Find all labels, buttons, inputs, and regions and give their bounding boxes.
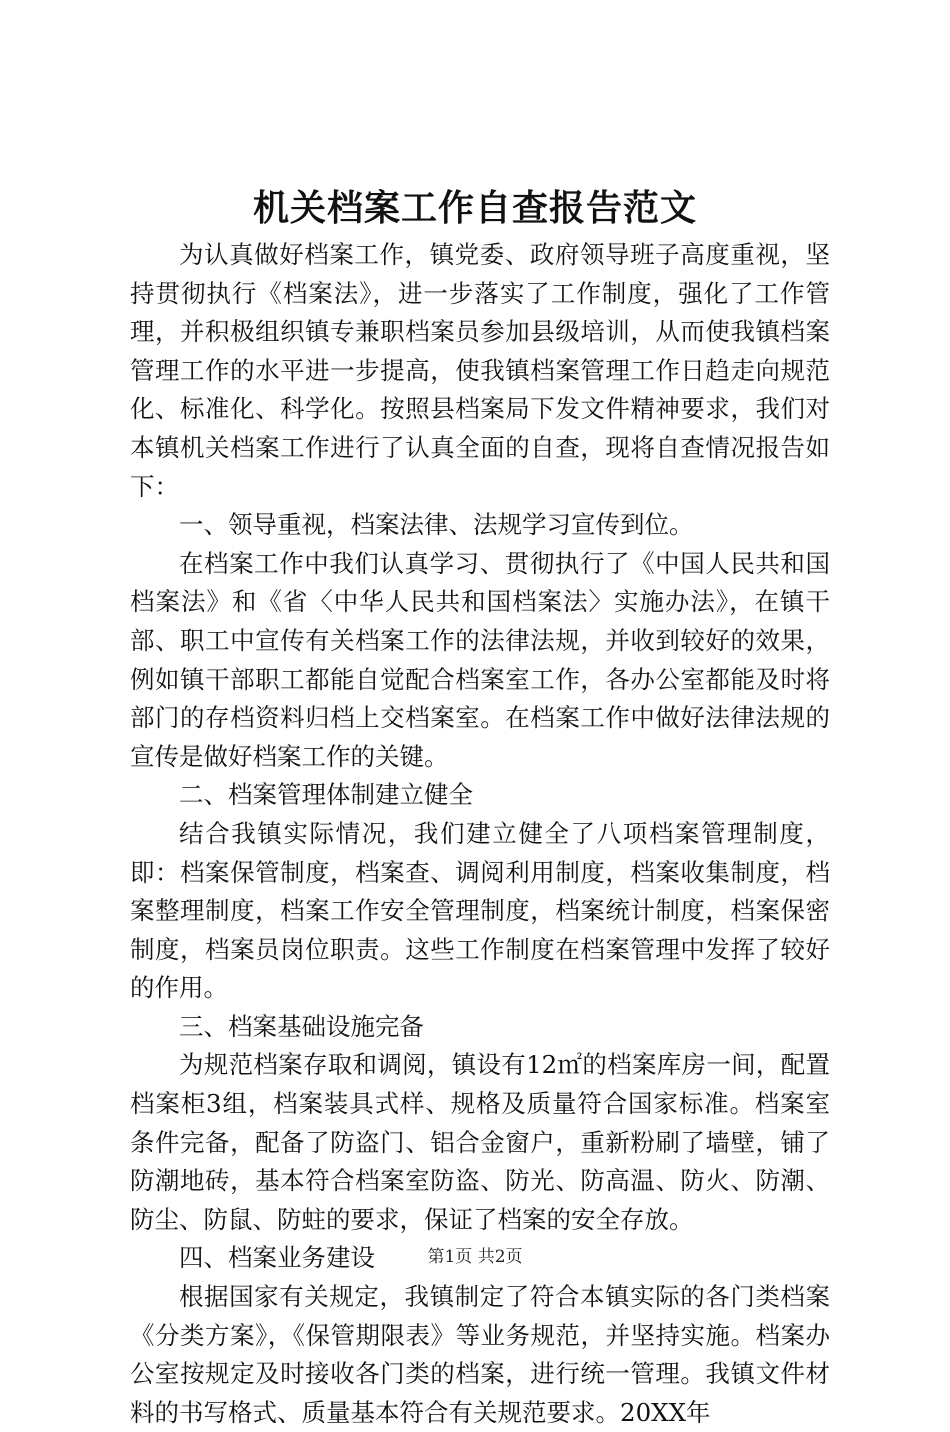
paragraph-intro: 为认真做好档案工作，镇党委、政府领导班子高度重视，坚持贯彻执行《档案法》，进一步落实了工作制度，强化了工作管理，并积极组织镇专兼职档案员参加县级培训，从而使我镇档案管理工作的水平进一步提高，使我镇档案管理工作日趋走向规范化、标准化、科学化。按照县档案局下发文件精神要求，我们对本镇机关档案工作进行了认真全面的自查，现将自查情况报告如下： xyxy=(130,240,830,501)
page-footer: 第1页 共2页 xyxy=(427,1247,523,1267)
paragraph-section-4: 根据国家有关规定，我镇制定了符合本镇实际的各门类档案《分类方案》，《保管期限表》等业务规范，并坚持实施。档案办公室按规定及时接收各门类的档案，进行统一管理。我镇文件材料的书写格式、质量基本符合有关规范要求。20XX年 xyxy=(130,1282,830,1427)
paragraph-section-2: 结合我镇实际情况，我们建立健全了八项档案管理制度，即：档案保管制度，档案查、调阅利用制度，档案收集制度，档案整理制度，档案工作安全管理制度，档案统计制度，档案保密制度，档案员岗位职责。这些工作制度在档案管理中发挥了较好的作用。 xyxy=(130,818,830,1003)
section-heading-3: 三、档案基础设施完备 xyxy=(179,1011,424,1041)
section-heading-4: 四、档案业务建设 xyxy=(179,1243,375,1273)
paragraph-section-3: 为规范档案存取和调阅，镇设有12㎡的档案库房一间，配置档案柜3组，档案装具式样、规格及质量符合国家标准。档案室条件完备，配备了防盗门、铝合金窗户，重新粉刷了墙壁，铺了防潮地砖，基本符合档案室防盗、防光、防高温、防火、防潮、防尘、防鼠、防蛀的要求，保证了档案的安全存放。 xyxy=(130,1050,830,1234)
section-heading-1: 一、领导重视，档案法律、法规学习宣传到位。 xyxy=(179,510,694,540)
section-heading-2: 二、档案管理体制建立健全 xyxy=(179,780,473,810)
document-title: 机关档案工作自查报告范文 xyxy=(252,187,697,229)
paragraph-section-1: 在档案工作中我们认真学习、贯彻执行了《中国人民共和国档案法》和《省〈中华人民共和国档案法〉实施办法》，在镇干部、职工中宣传有关档案工作的法律法规，并收到较好的效果，例如镇干部职工都能自觉配合档案室工作，各办公室都能及时将部门的存档资料归档上交档案室。在档案工作中做好法律法规的宣传是做好档案工作的关键。 xyxy=(130,548,830,771)
